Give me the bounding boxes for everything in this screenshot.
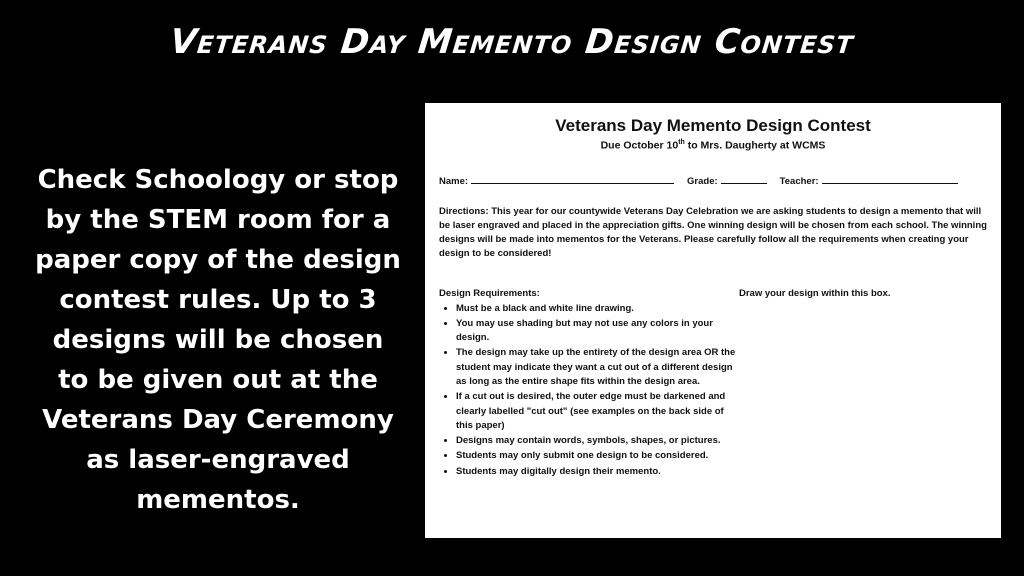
contest-flyer	[425, 103, 1001, 538]
teacher-line	[822, 174, 958, 184]
due-superscript: th	[678, 139, 685, 146]
teacher-field	[780, 174, 958, 187]
list-item: • Students may only submit one design to be considered.	[456, 449, 737, 463]
name-field	[439, 174, 674, 187]
grade-field	[687, 174, 767, 187]
flyer-title: Veterans Day Memento Design Contest	[555, 116, 871, 135]
requirements-column	[439, 288, 737, 481]
requirements-list	[439, 302, 737, 480]
teacher-label: Teacher:	[779, 175, 819, 187]
list-item: • Designs may contain words, symbols, shapes, or pictures.	[456, 434, 737, 448]
grade-line	[721, 174, 767, 184]
page-title: Veterans Day Memento Design Contest	[168, 22, 856, 62]
instructions-text: Check Schoology or stop by the STEM room for a paper copy of the design contest rules. Up to 3 designs will be chosen to be given out at the Veterans Day Ceremony as laser-engraved mementos.	[35, 165, 401, 515]
due-suffix: to Mrs. Daugherty at WCMS	[684, 139, 826, 152]
requirements-section	[439, 288, 987, 481]
due-date	[439, 139, 987, 152]
directions-text: Directions: This year for our countywide Veterans Day Celebration we are asking students to design a memento that will be laser engraved and placed in the appreciation gifts. One winning design will be chosen from each school. The winning designs will be made into mementos for the Veterans. Please carefully follow all the requirements when creating your design to be considered!	[439, 205, 987, 259]
list-item: • Students may digitally design their memento.	[456, 465, 737, 479]
design-box-area	[737, 288, 987, 481]
requirements-heading: Design Requirements:	[439, 287, 540, 299]
student-info-fields	[439, 174, 987, 187]
design-box-label: Draw your design within this box.	[739, 287, 891, 299]
list-item: • Must be a black and white line drawing.	[456, 302, 737, 316]
grade-label: Grade:	[687, 175, 718, 187]
due-prefix: Due October 10	[600, 139, 679, 152]
name-line	[471, 174, 674, 184]
list-item: • If a cut out is desired, the outer edge must be darkened and clearly labelled "cut out" (see examples on the back side of this paper)	[456, 390, 737, 433]
list-item: • You may use shading but may not use any colors in your design.	[456, 317, 737, 346]
list-item: • The design may take up the entirety of the design area OR the student may indicate they want a cut out of a different design as long as the entire shape fits within the design area.	[456, 346, 737, 389]
name-label: Name:	[439, 175, 469, 187]
